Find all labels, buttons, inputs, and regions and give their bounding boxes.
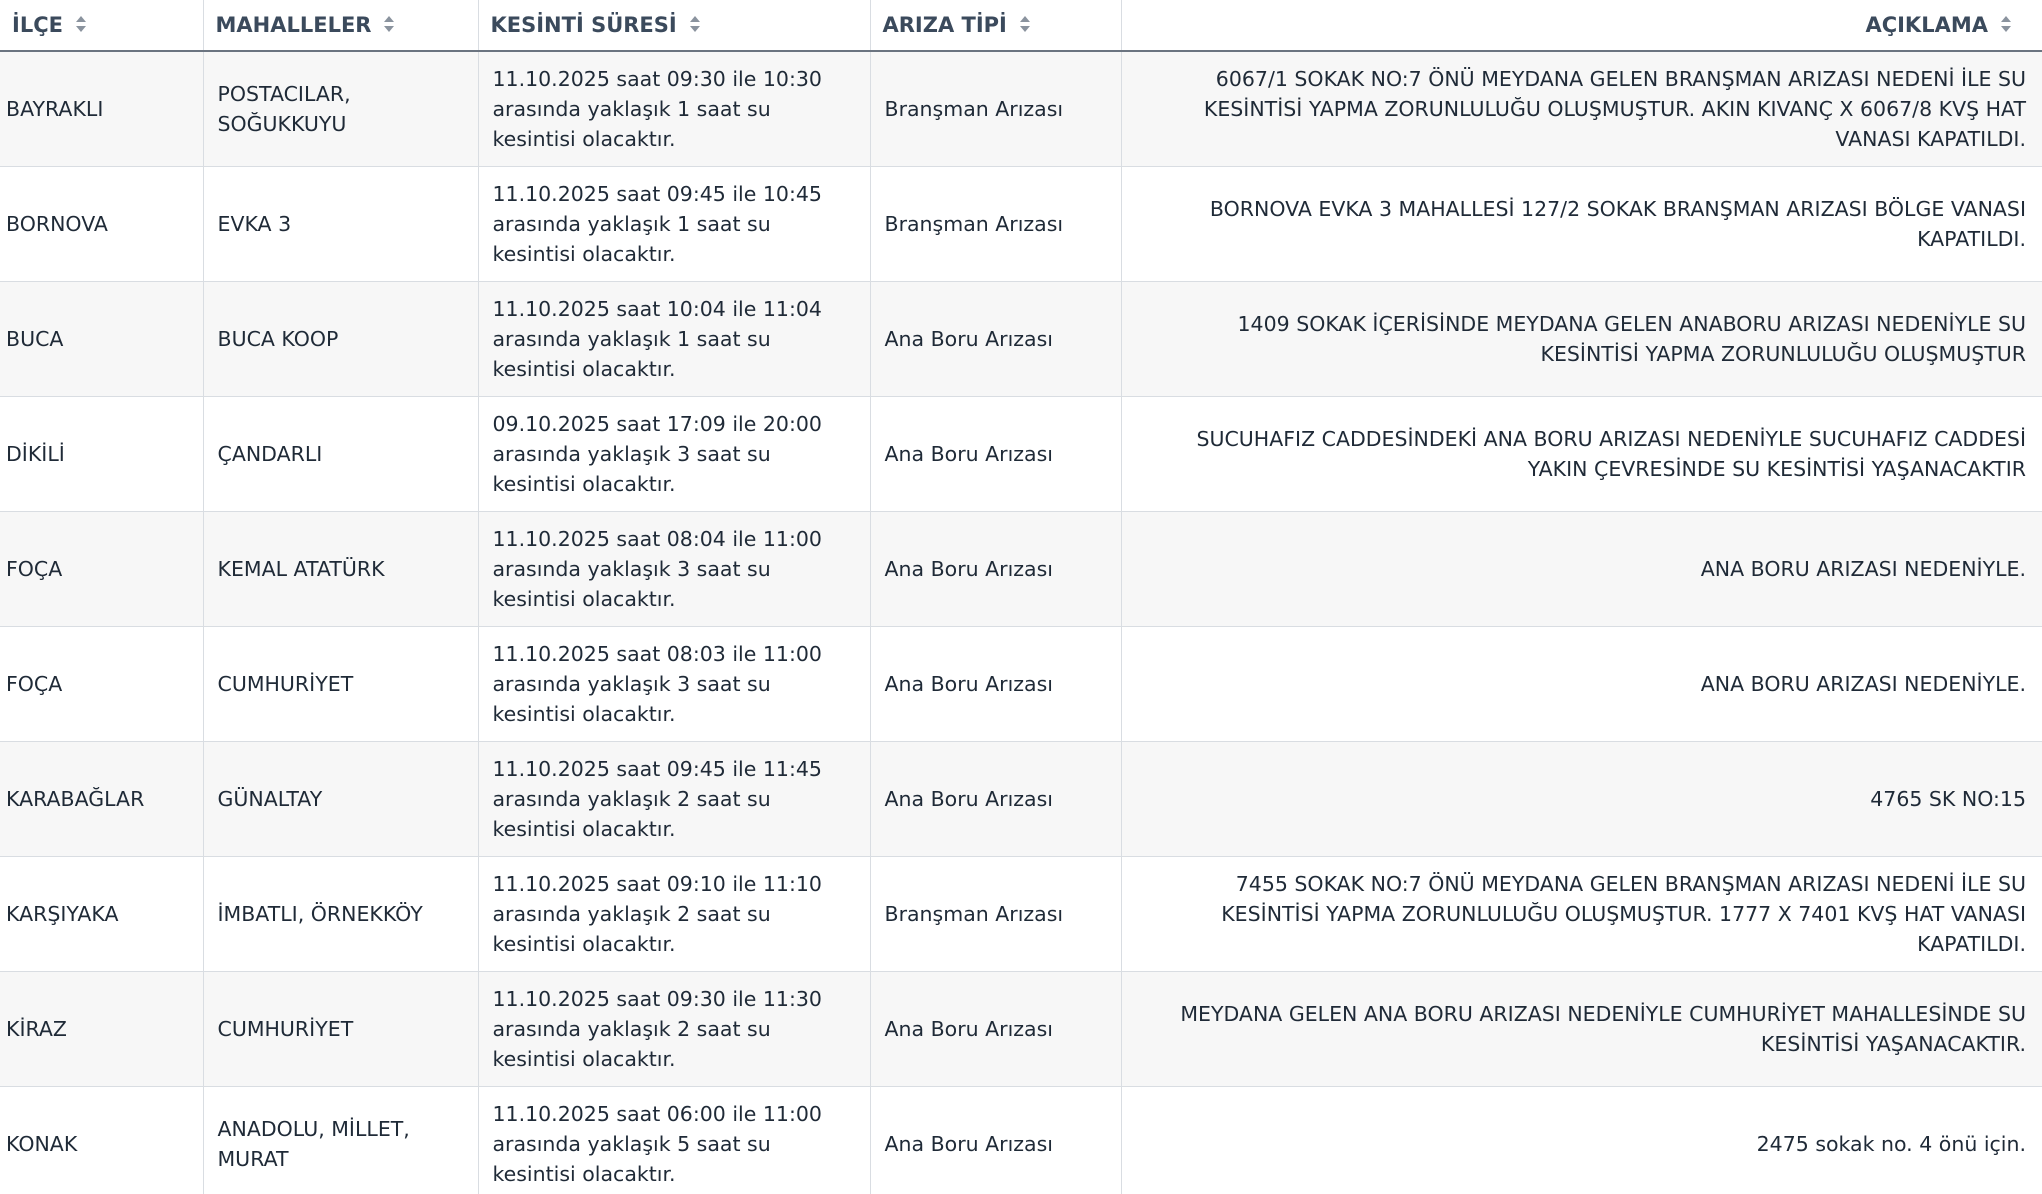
table-row [0,167,2042,282]
cell-mahalleler: ANADOLU, MİLLET, MURAT [203,1087,478,1194]
column-header-label: İLÇE [12,13,63,37]
cell-ilce: KONAK [0,1087,203,1194]
cell-kesinti-suresi: 11.10.2025 saat 09:45 ile 10:45 arasında yaklaşık 1 saat su kesintisi olacaktır. [478,167,870,282]
cell-mahalleler: CUMHURİYET [203,627,478,742]
sort-icon[interactable] [1019,15,1031,33]
cell-kesinti-suresi: 11.10.2025 saat 08:04 ile 11:00 arasında yaklaşık 3 saat su kesintisi olacaktır. [478,512,870,627]
table-header [0,0,2042,51]
cell-ariza-tipi: Ana Boru Arızası [870,512,1121,627]
cell-aciklama: 7455 SOKAK NO:7 ÖNÜ MEYDANA GELEN BRANŞMAN ARIZASI NEDENİ İLE SU KESİNTİSİ YAPMA ZORUNLULUĞU OLUŞMUŞTUR. 1777 X 7401 KVŞ HAT VANASI KAPATILDI. [1121,857,2042,972]
column-header-ariza-tipi[interactable] [870,0,1121,51]
cell-ariza-tipi: Ana Boru Arızası [870,282,1121,397]
cell-ariza-tipi: Branşman Arızası [870,167,1121,282]
cell-mahalleler: KEMAL ATATÜRK [203,512,478,627]
column-header-aciklama[interactable] [1121,0,2042,51]
cell-mahalleler: CUMHURİYET [203,972,478,1087]
cell-aciklama: 2475 sokak no. 4 önü için. [1121,1087,2042,1194]
cell-mahalleler: BUCA KOOP [203,282,478,397]
cell-ariza-tipi: Branşman Arızası [870,51,1121,167]
table-row [0,972,2042,1087]
table-row [0,397,2042,512]
cell-ariza-tipi: Ana Boru Arızası [870,627,1121,742]
column-header-ilce[interactable] [0,0,203,51]
sort-icon[interactable] [2000,15,2012,33]
header-row [0,0,2042,51]
cell-kesinti-suresi: 09.10.2025 saat 17:09 ile 20:00 arasında yaklaşık 3 saat su kesintisi olacaktır. [478,397,870,512]
cell-ariza-tipi: Ana Boru Arızası [870,397,1121,512]
cell-aciklama: 1409 SOKAK İÇERİSİNDE MEYDANA GELEN ANABORU ARIZASI NEDENİYLE SU KESİNTİSİ YAPMA ZORUNLULUĞU OLUŞMUŞTUR [1121,282,2042,397]
cell-ilce: DİKİLİ [0,397,203,512]
table-row [0,1087,2042,1194]
cell-aciklama: BORNOVA EVKA 3 MAHALLESİ 127/2 SOKAK BRANŞMAN ARIZASI BÖLGE VANASI KAPATILDI. [1121,167,2042,282]
cell-aciklama: 4765 SK NO:15 [1121,742,2042,857]
cell-mahalleler: EVKA 3 [203,167,478,282]
cell-mahalleler: İMBATLI, ÖRNEKKÖY [203,857,478,972]
cell-ilce: KİRAZ [0,972,203,1087]
cell-kesinti-suresi: 11.10.2025 saat 09:30 ile 10:30 arasında yaklaşık 1 saat su kesintisi olacaktır. [478,51,870,167]
cell-ilce: FOÇA [0,627,203,742]
cell-mahalleler: POSTACILAR, SOĞUKKUYU [203,51,478,167]
cell-ilce: BORNOVA [0,167,203,282]
cell-aciklama: SUCUHAFIZ CADDESİNDEKİ ANA BORU ARIZASI NEDENİYLE SUCUHAFIZ CADDESİ YAKIN ÇEVRESİNDE SU KESİNTİSİ YAŞANACAKTIR [1121,397,2042,512]
cell-ilce: KARŞIYAKA [0,857,203,972]
cell-mahalleler: GÜNALTAY [203,742,478,857]
table-row [0,512,2042,627]
column-header-label: KESİNTİ SÜRESİ [490,13,677,37]
cell-kesinti-suresi: 11.10.2025 saat 08:03 ile 11:00 arasında yaklaşık 3 saat su kesintisi olacaktır. [478,627,870,742]
column-header-label: ARIZA TİPİ [882,13,1007,37]
cell-ariza-tipi: Ana Boru Arızası [870,742,1121,857]
sort-icon[interactable] [689,15,701,33]
table-row [0,282,2042,397]
cell-ilce: FOÇA [0,512,203,627]
cell-mahalleler: ÇANDARLI [203,397,478,512]
cell-aciklama: MEYDANA GELEN ANA BORU ARIZASI NEDENİYLE CUMHURİYET MAHALLESİNDE SU KESİNTİSİ YAŞANACAKTIR. [1121,972,2042,1087]
cell-ilce: BAYRAKLI [0,51,203,167]
table-row [0,857,2042,972]
cell-kesinti-suresi: 11.10.2025 saat 09:45 ile 11:45 arasında yaklaşık 2 saat su kesintisi olacaktır. [478,742,870,857]
table-row [0,51,2042,167]
column-header-label: AÇIKLAMA [1865,13,1988,37]
cell-aciklama: ANA BORU ARIZASI NEDENİYLE. [1121,627,2042,742]
column-header-label: MAHALLELER [215,13,372,37]
cell-ariza-tipi: Ana Boru Arızası [870,1087,1121,1194]
sort-icon[interactable] [383,15,395,33]
table-body [0,51,2042,1194]
column-header-kesinti-suresi[interactable] [478,0,870,51]
cell-ilce: KARABAĞLAR [0,742,203,857]
cell-aciklama: 6067/1 SOKAK NO:7 ÖNÜ MEYDANA GELEN BRANŞMAN ARIZASI NEDENİ İLE SU KESİNTİSİ YAPMA ZORUNLULUĞU OLUŞMUŞTUR. AKIN KIVANÇ X 6067/8 KVŞ HAT VANASI KAPATILDI. [1121,51,2042,167]
sort-icon[interactable] [75,15,87,33]
cell-kesinti-suresi: 11.10.2025 saat 09:30 ile 11:30 arasında yaklaşık 2 saat su kesintisi olacaktır. [478,972,870,1087]
cell-ariza-tipi: Branşman Arızası [870,857,1121,972]
cell-ariza-tipi: Ana Boru Arızası [870,972,1121,1087]
table-row [0,742,2042,857]
column-header-mahalleler[interactable] [203,0,478,51]
table-row [0,627,2042,742]
cell-aciklama: ANA BORU ARIZASI NEDENİYLE. [1121,512,2042,627]
cell-kesinti-suresi: 11.10.2025 saat 10:04 ile 11:04 arasında yaklaşık 1 saat su kesintisi olacaktır. [478,282,870,397]
cell-kesinti-suresi: 11.10.2025 saat 09:10 ile 11:10 arasında yaklaşık 2 saat su kesintisi olacaktır. [478,857,870,972]
cell-ilce: BUCA [0,282,203,397]
cell-kesinti-suresi: 11.10.2025 saat 06:00 ile 11:00 arasında yaklaşık 5 saat su kesintisi olacaktır. [478,1087,870,1194]
